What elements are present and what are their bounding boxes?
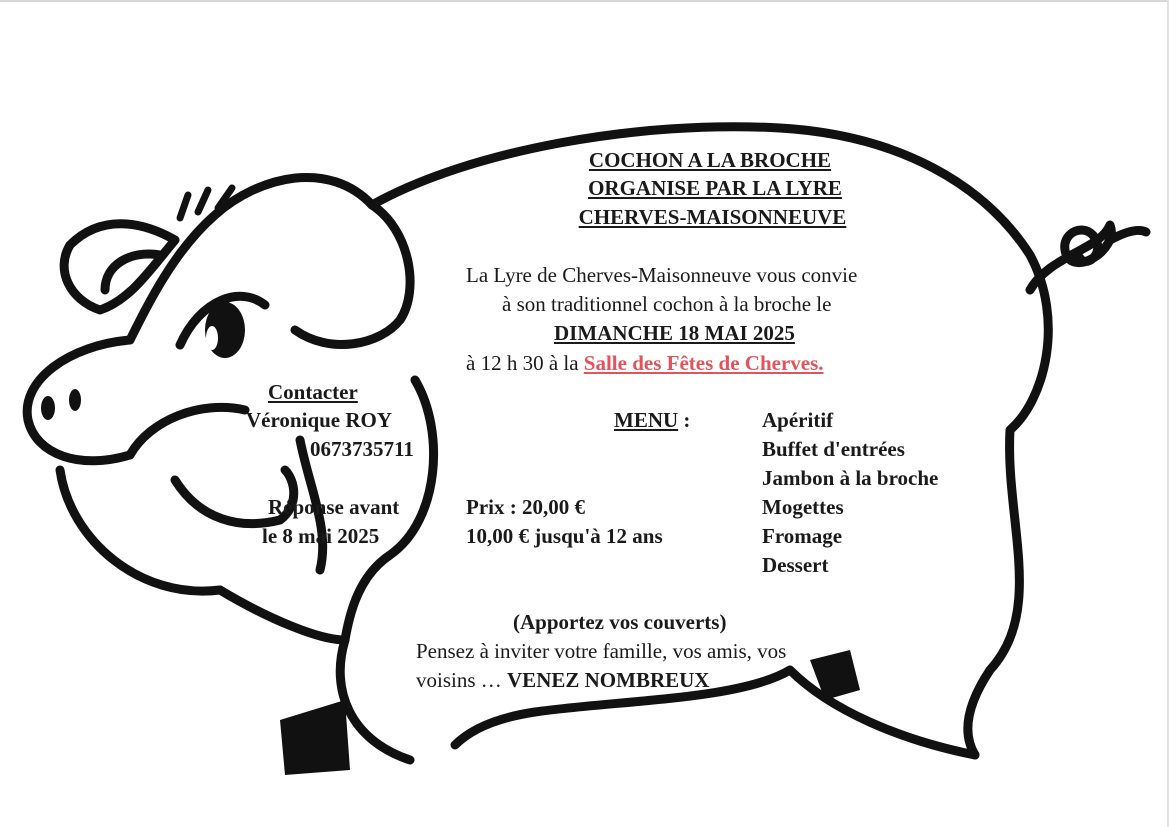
menu-item: Buffet d'entrées <box>762 437 905 461</box>
event-time: à 12 h 30 à la <box>466 351 584 375</box>
title-line-3: CHERVES-MAISONNEUVE <box>578 205 847 229</box>
title-line-2: ORGANISE PAR LA LYRE <box>588 176 842 200</box>
invite-line-2 <box>416 670 709 691</box>
menu-item: Fromage <box>762 524 843 548</box>
pig-tail <box>1030 225 1111 290</box>
pig-head-top <box>295 205 410 344</box>
time-venue-line <box>466 353 824 374</box>
reply-line-2: le 8 mai 2025 <box>262 524 380 548</box>
menu-heading: MENU <box>614 408 679 432</box>
menu-item: Mogettes <box>762 495 844 519</box>
intro-line-2: à son traditionnel cochon à la broche le <box>502 292 832 316</box>
title-line-1: COCHON A LA BROCHE <box>588 148 832 172</box>
menu-item: Jambon à la broche <box>762 466 939 490</box>
contact-heading: Contacter <box>268 380 358 404</box>
pig-front-leg-line <box>340 640 410 760</box>
menu-item: Dessert <box>762 553 829 577</box>
menu-item: Apéritif <box>762 408 834 432</box>
pig-eye-highlight <box>206 326 218 350</box>
event-venue: Salle des Fêtes de Cherves. <box>583 351 824 375</box>
menu-colon: : <box>683 408 691 432</box>
pig-cheek <box>130 407 245 455</box>
price-child: 10,00 € jusqu'à 12 ans <box>466 524 663 548</box>
pig-nostril-right <box>69 389 81 411</box>
pig-lower-jaw <box>60 470 220 591</box>
pig-neck-line <box>220 590 345 640</box>
pig-head-outline <box>130 177 372 340</box>
menu-heading-line <box>614 410 690 431</box>
invite-prefix: voisins … <box>416 668 508 692</box>
intro-line-1: La Lyre de Cherves-Maisonneuve vous convie <box>466 263 858 287</box>
event-date: DIMANCHE 18 MAI 2025 <box>554 321 795 345</box>
pig-nostril-left <box>41 396 55 420</box>
invite-line-1: Pensez à inviter votre famille, vos amis, vos <box>416 639 787 663</box>
price-adult: Prix : 20,00 € <box>466 495 585 519</box>
contact-phone: 0673735711 <box>310 437 414 461</box>
pig-front-foot <box>280 700 350 775</box>
cutlery-note: (Apportez vos couverts) <box>513 610 727 634</box>
pig-hair-tufts <box>180 188 232 218</box>
come-many: VENEZ NOMBREUX <box>507 668 710 692</box>
reply-line-1: Réponse avant <box>268 495 400 519</box>
contact-name: Véronique ROY <box>246 408 393 432</box>
